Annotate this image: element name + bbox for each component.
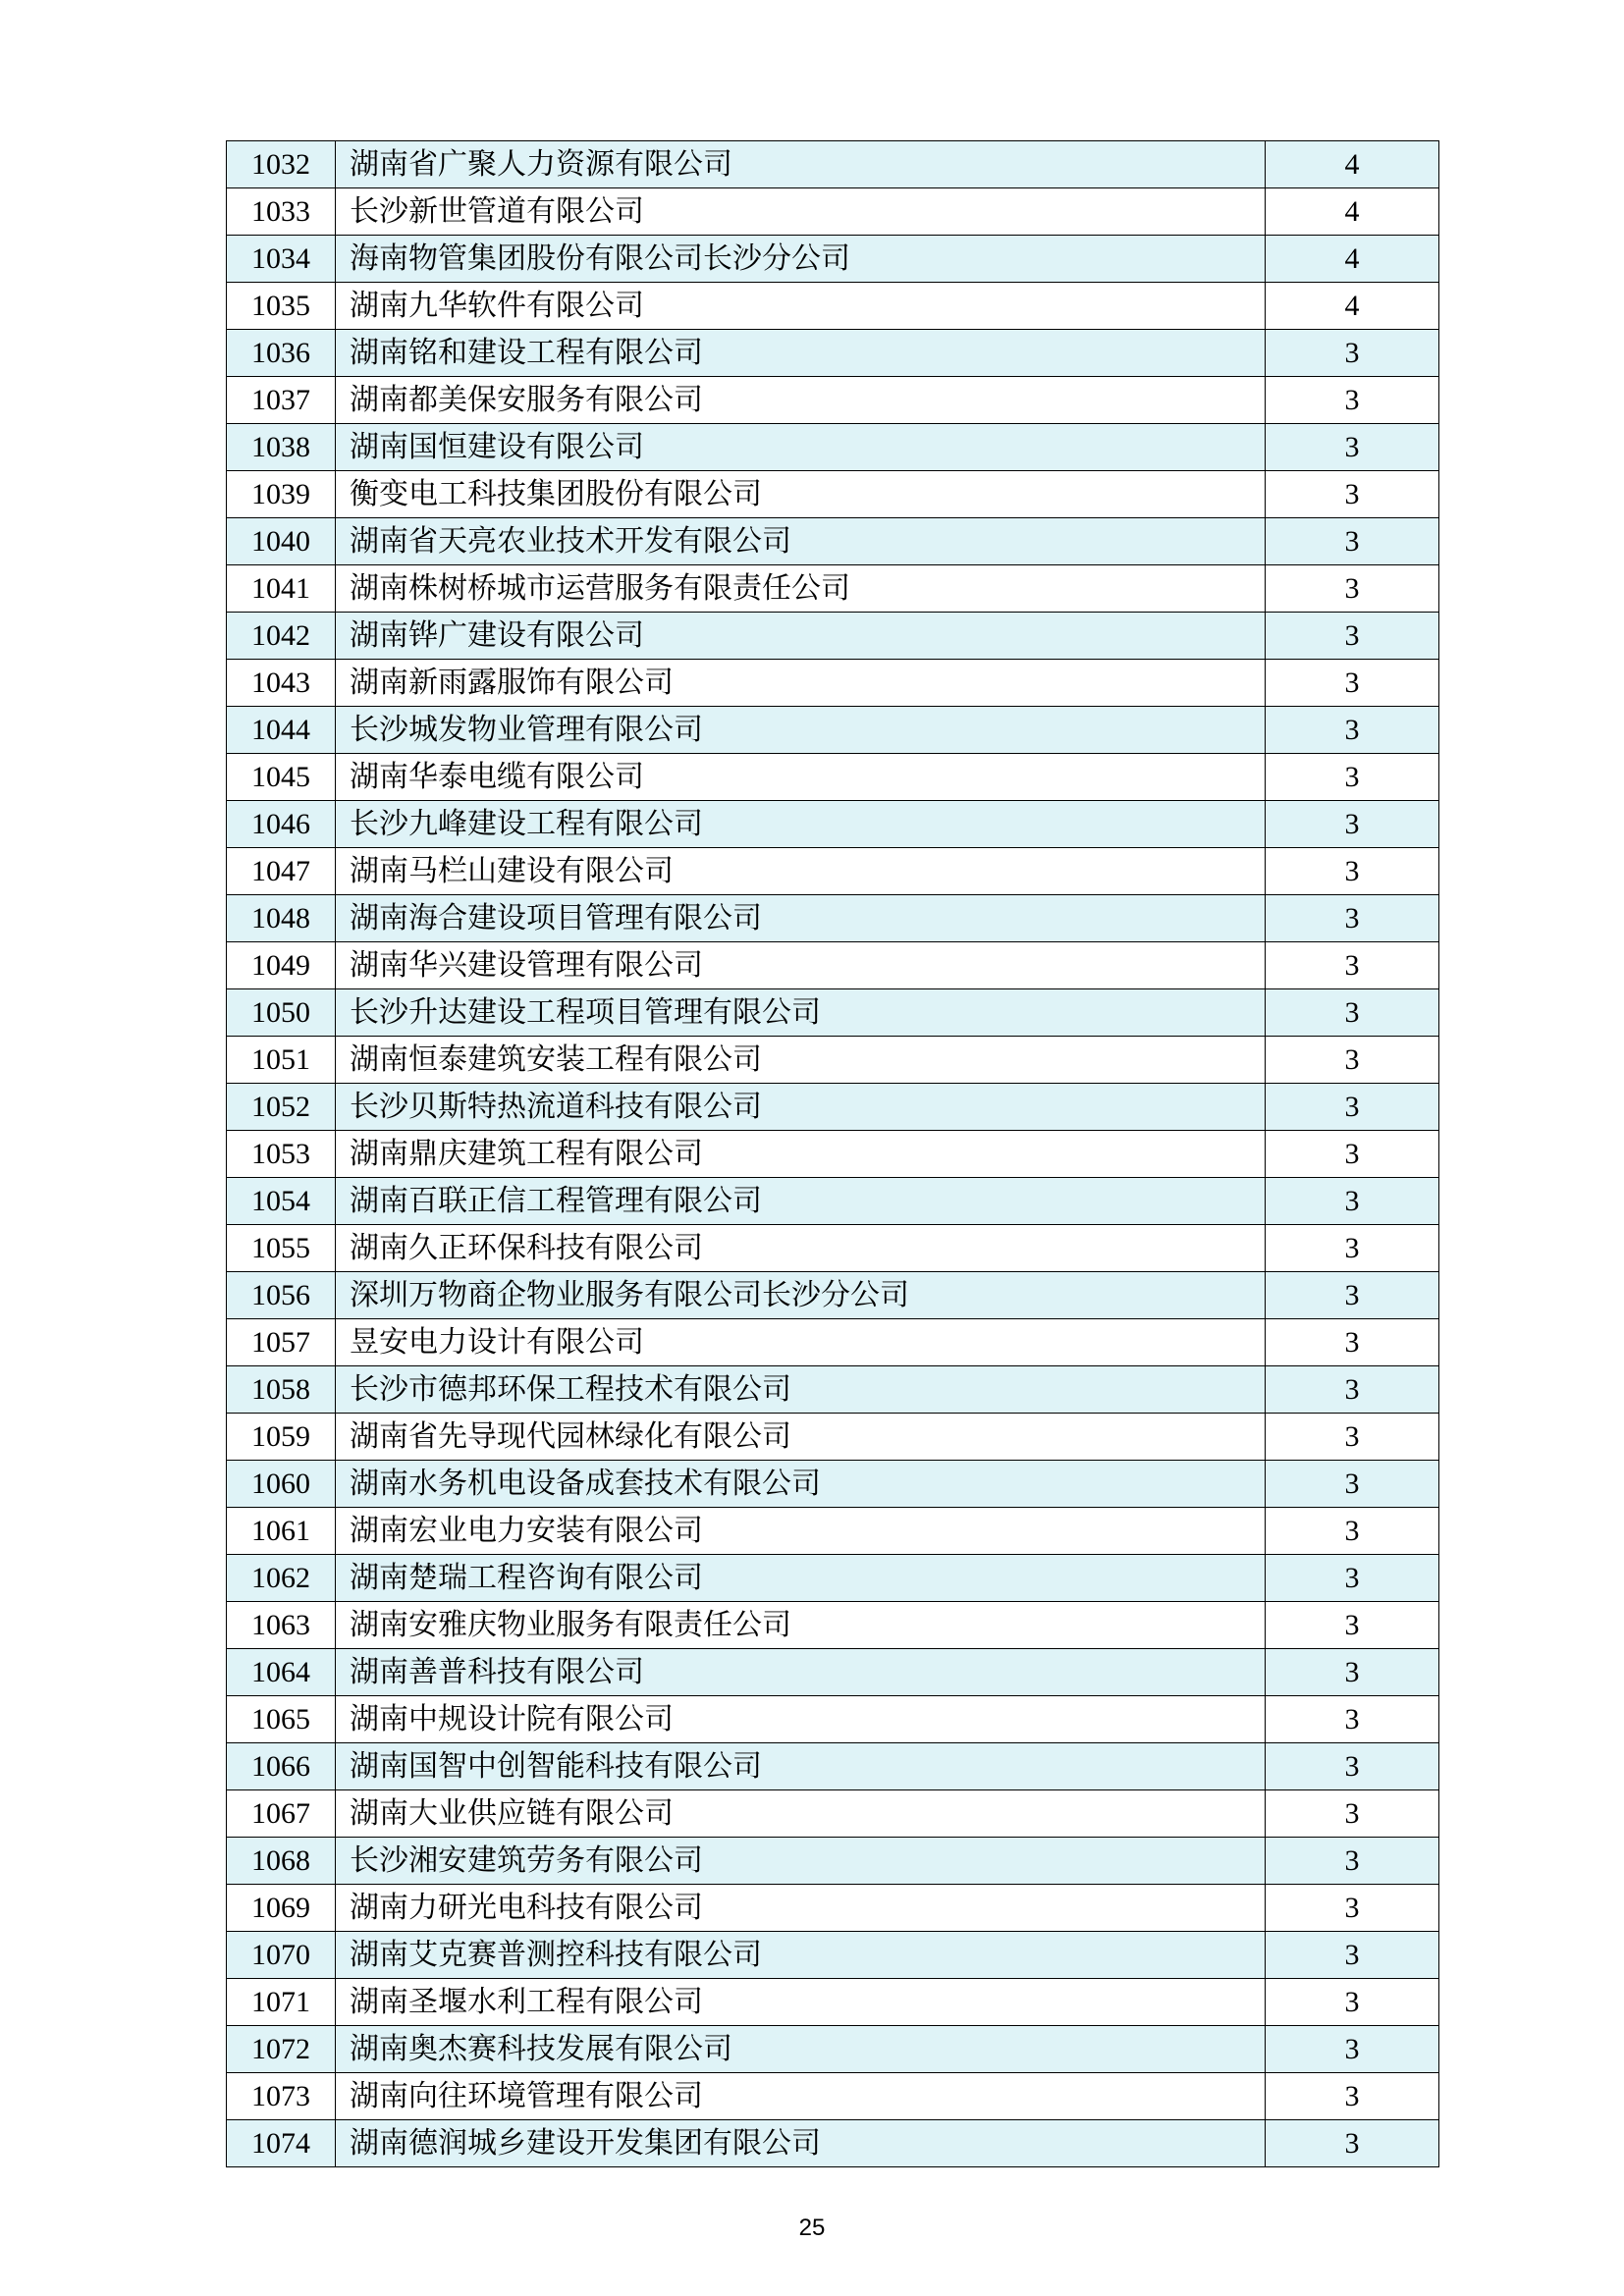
company-name-cell: 湖南安雅庆物业服务有限责任公司 [336, 1602, 1266, 1649]
table-row [227, 1131, 1439, 1178]
company-name-cell: 海南物管集团股份有限公司长沙分公司 [336, 236, 1266, 283]
table-row [227, 707, 1439, 754]
row-number-cell: 1037 [227, 377, 336, 424]
row-number-cell: 1073 [227, 2073, 336, 2120]
count-cell: 3 [1266, 518, 1439, 565]
count-cell: 3 [1266, 2120, 1439, 2167]
table-row [227, 895, 1439, 942]
count-cell: 4 [1266, 141, 1439, 188]
table-row [227, 1319, 1439, 1366]
table-row [227, 1366, 1439, 1414]
table-row [227, 141, 1439, 188]
row-number-cell: 1054 [227, 1178, 336, 1225]
row-number-cell: 1040 [227, 518, 336, 565]
count-cell: 4 [1266, 283, 1439, 330]
table-row [227, 1225, 1439, 1272]
row-number-cell: 1065 [227, 1696, 336, 1743]
table-row [227, 330, 1439, 377]
count-cell: 3 [1266, 1743, 1439, 1790]
company-name-cell: 长沙湘安建筑劳务有限公司 [336, 1838, 1266, 1885]
company-name-cell: 湖南省广聚人力资源有限公司 [336, 141, 1266, 188]
count-cell: 3 [1266, 989, 1439, 1037]
table-row [227, 2120, 1439, 2167]
count-cell: 3 [1266, 1696, 1439, 1743]
company-name-cell: 湖南向往环境管理有限公司 [336, 2073, 1266, 2120]
count-cell: 3 [1266, 1366, 1439, 1414]
count-cell: 3 [1266, 1649, 1439, 1696]
row-number-cell: 1050 [227, 989, 336, 1037]
count-cell: 3 [1266, 613, 1439, 660]
count-cell: 3 [1266, 1790, 1439, 1838]
count-cell: 3 [1266, 1838, 1439, 1885]
count-cell: 4 [1266, 236, 1439, 283]
table-row [227, 801, 1439, 848]
company-name-cell: 湖南国智中创智能科技有限公司 [336, 1743, 1266, 1790]
count-cell: 3 [1266, 660, 1439, 707]
company-name-cell: 湖南水务机电设备成套技术有限公司 [336, 1461, 1266, 1508]
table-row [227, 1461, 1439, 1508]
row-number-cell: 1055 [227, 1225, 336, 1272]
row-number-cell: 1052 [227, 1084, 336, 1131]
table-row [227, 283, 1439, 330]
row-number-cell: 1033 [227, 188, 336, 236]
table-row [227, 1555, 1439, 1602]
row-number-cell: 1045 [227, 754, 336, 801]
row-number-cell: 1039 [227, 471, 336, 518]
row-number-cell: 1051 [227, 1037, 336, 1084]
company-name-cell: 长沙升达建设工程项目管理有限公司 [336, 989, 1266, 1037]
table-row [227, 424, 1439, 471]
row-number-cell: 1048 [227, 895, 336, 942]
company-name-cell: 湖南马栏山建设有限公司 [336, 848, 1266, 895]
company-name-cell: 湖南艾克赛普测控科技有限公司 [336, 1932, 1266, 1979]
row-number-cell: 1034 [227, 236, 336, 283]
table-row [227, 1649, 1439, 1696]
row-number-cell: 1074 [227, 2120, 336, 2167]
count-cell: 3 [1266, 1225, 1439, 1272]
table-row [227, 613, 1439, 660]
row-number-cell: 1032 [227, 141, 336, 188]
table-row [227, 1037, 1439, 1084]
table-row [227, 1178, 1439, 1225]
company-name-cell: 湖南力研光电科技有限公司 [336, 1885, 1266, 1932]
company-name-cell: 湖南善普科技有限公司 [336, 1649, 1266, 1696]
table-row [227, 565, 1439, 613]
company-name-cell: 湖南中规设计院有限公司 [336, 1696, 1266, 1743]
company-name-cell: 长沙九峰建设工程有限公司 [336, 801, 1266, 848]
count-cell: 3 [1266, 1272, 1439, 1319]
count-cell: 3 [1266, 1319, 1439, 1366]
count-cell: 3 [1266, 2073, 1439, 2120]
row-number-cell: 1071 [227, 1979, 336, 2026]
table-row [227, 2073, 1439, 2120]
row-number-cell: 1044 [227, 707, 336, 754]
row-number-cell: 1041 [227, 565, 336, 613]
count-cell: 3 [1266, 1508, 1439, 1555]
company-name-cell: 湖南久正环保科技有限公司 [336, 1225, 1266, 1272]
company-name-cell: 湖南铧广建设有限公司 [336, 613, 1266, 660]
table-row [227, 754, 1439, 801]
table-row [227, 518, 1439, 565]
row-number-cell: 1056 [227, 1272, 336, 1319]
company-name-cell: 湖南省天亮农业技术开发有限公司 [336, 518, 1266, 565]
count-cell: 3 [1266, 801, 1439, 848]
table-row [227, 1414, 1439, 1461]
row-number-cell: 1049 [227, 942, 336, 989]
row-number-cell: 1062 [227, 1555, 336, 1602]
row-number-cell: 1036 [227, 330, 336, 377]
count-cell: 3 [1266, 707, 1439, 754]
row-number-cell: 1053 [227, 1131, 336, 1178]
company-name-cell: 湖南鼎庆建筑工程有限公司 [336, 1131, 1266, 1178]
company-name-cell: 湖南德润城乡建设开发集团有限公司 [336, 2120, 1266, 2167]
page-number: 25 [798, 2215, 826, 2241]
company-name-cell: 长沙新世管道有限公司 [336, 188, 1266, 236]
company-name-cell: 湖南省先导现代园林绿化有限公司 [336, 1414, 1266, 1461]
table-row [227, 1084, 1439, 1131]
count-cell: 3 [1266, 942, 1439, 989]
row-number-cell: 1042 [227, 613, 336, 660]
table-row [227, 1696, 1439, 1743]
count-cell: 3 [1266, 2026, 1439, 2073]
table-row [227, 1932, 1439, 1979]
row-number-cell: 1035 [227, 283, 336, 330]
company-name-cell: 湖南华兴建设管理有限公司 [336, 942, 1266, 989]
count-cell: 3 [1266, 1178, 1439, 1225]
count-cell: 3 [1266, 330, 1439, 377]
table-row [227, 471, 1439, 518]
company-name-cell: 长沙城发物业管理有限公司 [336, 707, 1266, 754]
row-number-cell: 1068 [227, 1838, 336, 1885]
table-row [227, 2026, 1439, 2073]
table-row [227, 236, 1439, 283]
company-name-cell: 湖南圣堰水利工程有限公司 [336, 1979, 1266, 2026]
row-number-cell: 1066 [227, 1743, 336, 1790]
company-name-cell: 湖南株树桥城市运营服务有限责任公司 [336, 565, 1266, 613]
count-cell: 3 [1266, 565, 1439, 613]
company-name-cell: 长沙市德邦环保工程技术有限公司 [336, 1366, 1266, 1414]
table-row [227, 1508, 1439, 1555]
row-number-cell: 1064 [227, 1649, 336, 1696]
table-row [227, 942, 1439, 989]
count-cell: 3 [1266, 424, 1439, 471]
company-name-cell: 湖南华泰电缆有限公司 [336, 754, 1266, 801]
table-row [227, 1272, 1439, 1319]
row-number-cell: 1046 [227, 801, 336, 848]
company-name-cell: 湖南九华软件有限公司 [336, 283, 1266, 330]
company-name-cell: 深圳万物商企物业服务有限公司长沙分公司 [336, 1272, 1266, 1319]
company-name-cell: 湖南百联正信工程管理有限公司 [336, 1178, 1266, 1225]
row-number-cell: 1061 [227, 1508, 336, 1555]
row-number-cell: 1057 [227, 1319, 336, 1366]
count-cell: 3 [1266, 1602, 1439, 1649]
row-number-cell: 1067 [227, 1790, 336, 1838]
table-row [227, 1743, 1439, 1790]
count-cell: 3 [1266, 1555, 1439, 1602]
row-number-cell: 1060 [227, 1461, 336, 1508]
row-number-cell: 1069 [227, 1885, 336, 1932]
company-table-body [227, 141, 1439, 2167]
count-cell: 3 [1266, 754, 1439, 801]
count-cell: 3 [1266, 848, 1439, 895]
company-name-cell: 湖南恒泰建筑安装工程有限公司 [336, 1037, 1266, 1084]
count-cell: 3 [1266, 1461, 1439, 1508]
company-name-cell: 衡变电工科技集团股份有限公司 [336, 471, 1266, 518]
table-row [227, 1838, 1439, 1885]
company-name-cell: 湖南宏业电力安装有限公司 [336, 1508, 1266, 1555]
company-name-cell: 昱安电力设计有限公司 [336, 1319, 1266, 1366]
company-name-cell: 湖南国恒建设有限公司 [336, 424, 1266, 471]
row-number-cell: 1043 [227, 660, 336, 707]
company-name-cell: 湖南海合建设项目管理有限公司 [336, 895, 1266, 942]
row-number-cell: 1070 [227, 1932, 336, 1979]
row-number-cell: 1072 [227, 2026, 336, 2073]
table-row [227, 848, 1439, 895]
count-cell: 3 [1266, 1979, 1439, 2026]
table-row [227, 1979, 1439, 2026]
count-cell: 3 [1266, 1131, 1439, 1178]
row-number-cell: 1047 [227, 848, 336, 895]
table-row [227, 660, 1439, 707]
count-cell: 4 [1266, 188, 1439, 236]
company-name-cell: 长沙贝斯特热流道科技有限公司 [336, 1084, 1266, 1131]
count-cell: 3 [1266, 1084, 1439, 1131]
count-cell: 3 [1266, 1885, 1439, 1932]
table-row [227, 989, 1439, 1037]
table-row [227, 1790, 1439, 1838]
count-cell: 3 [1266, 377, 1439, 424]
table-row [227, 188, 1439, 236]
row-number-cell: 1038 [227, 424, 336, 471]
count-cell: 3 [1266, 1037, 1439, 1084]
count-cell: 3 [1266, 1414, 1439, 1461]
count-cell: 3 [1266, 895, 1439, 942]
row-number-cell: 1059 [227, 1414, 336, 1461]
company-name-cell: 湖南奥杰赛科技发展有限公司 [336, 2026, 1266, 2073]
count-cell: 3 [1266, 1932, 1439, 1979]
count-cell: 3 [1266, 471, 1439, 518]
table-row [227, 1602, 1439, 1649]
company-name-cell: 湖南楚瑞工程咨询有限公司 [336, 1555, 1266, 1602]
company-table [226, 140, 1439, 2167]
table-row [227, 377, 1439, 424]
company-name-cell: 湖南大业供应链有限公司 [336, 1790, 1266, 1838]
company-name-cell: 湖南铭和建设工程有限公司 [336, 330, 1266, 377]
row-number-cell: 1063 [227, 1602, 336, 1649]
table-row [227, 1885, 1439, 1932]
company-name-cell: 湖南都美保安服务有限公司 [336, 377, 1266, 424]
row-number-cell: 1058 [227, 1366, 336, 1414]
company-name-cell: 湖南新雨露服饰有限公司 [336, 660, 1266, 707]
